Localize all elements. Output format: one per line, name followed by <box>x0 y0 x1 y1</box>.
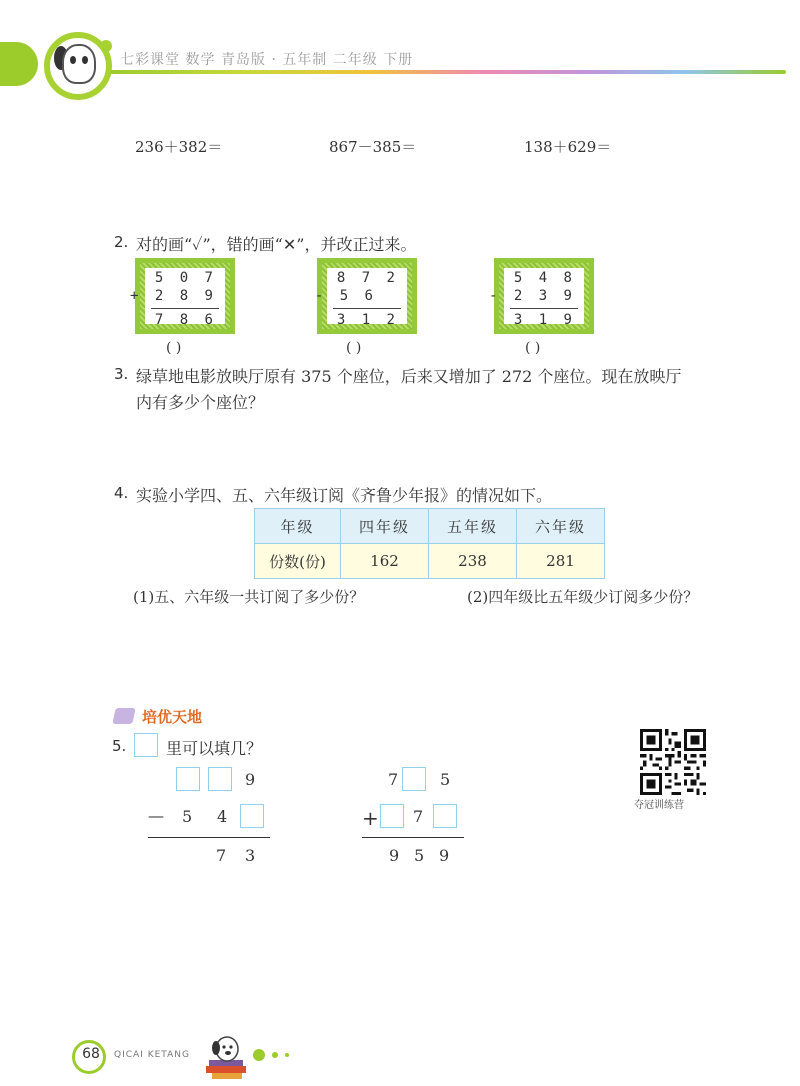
qr-code-icon[interactable] <box>640 729 706 795</box>
q3-number: 3. <box>114 365 129 383</box>
calc-row-2: + 2 8 9 <box>129 288 217 304</box>
digit: 3 <box>245 846 256 865</box>
fill-box[interactable] <box>240 804 264 828</box>
digit: 5 <box>414 846 425 865</box>
calc-rule <box>333 308 401 309</box>
footer-dot <box>285 1053 289 1057</box>
table-header-cell: 年级 <box>255 509 341 544</box>
calc-row-1: 5 4 8 <box>513 270 576 286</box>
q2-answer-paren-3[interactable]: ( ) <box>525 340 541 356</box>
book-icon <box>112 708 135 724</box>
q1-expression-3: 138＋629＝ <box>524 138 612 156</box>
q4-text: 实验小学四、五、六年级订阅《齐鲁少年报》的情况如下。 <box>136 486 553 505</box>
header-book-title: 七彩课堂 数学 青岛版 · 五年制 二年级 下册 <box>120 52 414 68</box>
calc-row-2: - 5 6 <box>314 288 377 304</box>
mascot-on-books-icon <box>200 1036 254 1080</box>
fill-box[interactable] <box>433 804 457 828</box>
plus-sign: + <box>362 806 379 830</box>
fill-box[interactable] <box>208 767 232 791</box>
table-cell: 162 <box>341 544 429 579</box>
q3-text-line-2: 内有多少个座位？ <box>136 393 265 412</box>
q2-calc-box-1 <box>129 258 235 334</box>
digit: 7 <box>216 846 227 865</box>
table-header-cell: 六年级 <box>517 509 605 544</box>
calc-row-1: 8 7 2 <box>336 270 399 286</box>
section-title: 培优天地 <box>142 708 203 726</box>
calc-row-2: - 2 3 9 <box>488 288 576 304</box>
mascot-icon <box>62 44 96 84</box>
table-header-cell: 五年级 <box>429 509 517 544</box>
q2-calc-box-2 <box>314 258 417 334</box>
mascot-eye <box>82 56 88 64</box>
q5-left-rule <box>148 837 270 838</box>
digit: 7 <box>388 770 399 789</box>
subscription-table <box>254 508 605 579</box>
calc-rule <box>510 308 578 309</box>
calc-result: 3 1 9 <box>513 312 576 328</box>
header-tab <box>0 42 38 86</box>
footer-brand: QICAI KETANG <box>114 1050 190 1060</box>
mascot-eye <box>70 56 76 64</box>
calc-row-1: 5 0 7 <box>154 270 217 286</box>
minus-sign: — <box>148 806 164 825</box>
digit: 9 <box>245 770 256 789</box>
q5-number: 5. <box>112 737 127 755</box>
q4-number: 4. <box>114 484 129 502</box>
table-row <box>255 544 605 579</box>
q2-number: 2. <box>114 233 129 251</box>
calc-result: 7 8 6 <box>154 312 217 328</box>
digit: 5 <box>440 770 451 789</box>
q4-subquestion-1: (1)五、六年级一共订阅了多少份？ <box>133 588 365 606</box>
q1-expression-1: 236＋382＝ <box>135 138 223 156</box>
table-cell: 238 <box>429 544 517 579</box>
footer-dot <box>253 1049 265 1061</box>
q4-subquestion-2: (2)四年级比五年级少订阅多少份？ <box>467 588 699 606</box>
q5-right-rule <box>362 837 464 838</box>
fill-box[interactable] <box>176 767 200 791</box>
table-cell: 281 <box>517 544 605 579</box>
header-rainbow-line <box>110 70 786 74</box>
q2-calc-box-3 <box>488 258 594 334</box>
q1-expression-2: 867－385＝ <box>329 138 417 156</box>
page-number: 68 <box>82 1046 100 1062</box>
q5-instruction: 里可以填几？ <box>166 739 263 758</box>
calc-result: 3 1 2 <box>336 312 399 328</box>
table-header-row <box>255 509 605 544</box>
q2-answer-paren-2[interactable]: ( ) <box>346 340 362 356</box>
table-header-cell: 四年级 <box>341 509 429 544</box>
calc-rule <box>151 308 219 309</box>
digit: 9 <box>389 846 400 865</box>
digit: 4 <box>217 807 228 826</box>
digit: 9 <box>439 846 450 865</box>
q5-sample-box <box>134 733 158 757</box>
footer-dot <box>272 1052 278 1058</box>
table-cell: 份数(份) <box>255 544 341 579</box>
digit: 7 <box>413 807 424 826</box>
q3-text-line-1: 绿草地电影放映厅原有 375 个座位，后来又增加了 272 个座位。现在放映厅 <box>136 367 682 386</box>
q2-answer-paren-1[interactable]: ( ) <box>166 340 182 356</box>
fill-box[interactable] <box>380 804 404 828</box>
mascot-ball <box>100 40 112 52</box>
fill-box[interactable] <box>402 767 426 791</box>
digit: 5 <box>182 807 193 826</box>
qr-caption: 夺冠训练营 <box>634 800 684 811</box>
q2-instruction: 对的画“✓”，错的画“✕”，并改正过来。 <box>136 235 417 254</box>
